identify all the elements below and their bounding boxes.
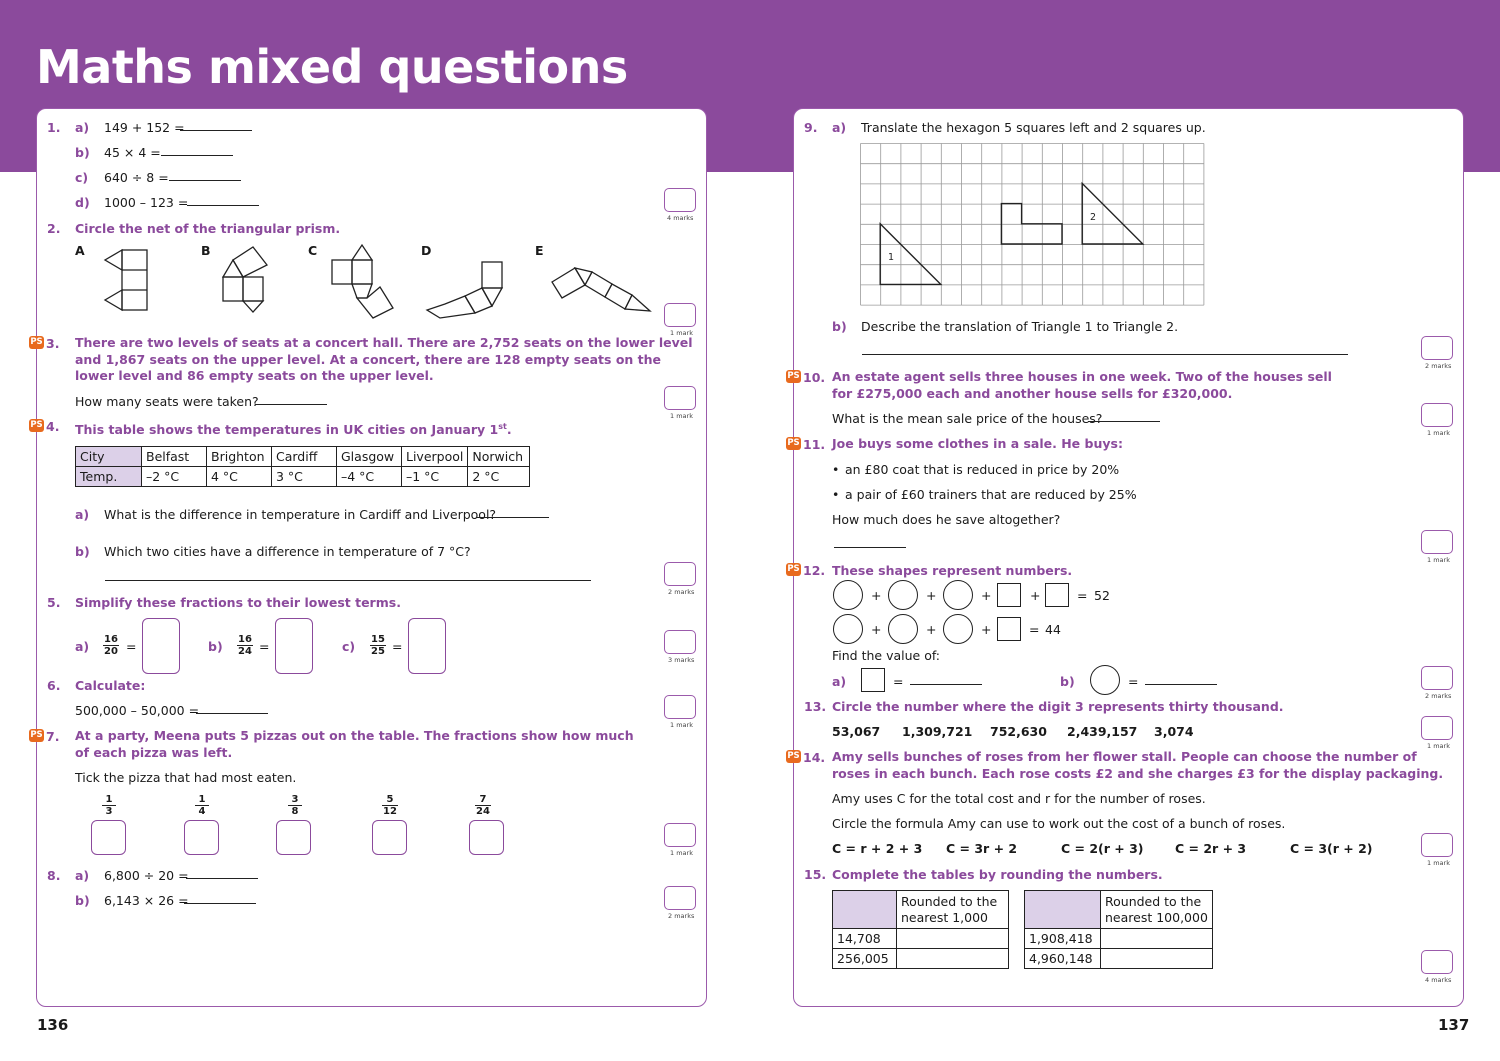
part-label: b)	[832, 319, 847, 334]
marks-box[interactable]	[1421, 833, 1453, 857]
answer-line[interactable]	[834, 547, 906, 548]
question-text: Simplify these fractions to their lowest terms.	[75, 595, 401, 610]
answer-line[interactable]	[180, 130, 252, 131]
question-text: There are two levels of seats at a concert hall. There are 2,752 seats on the lower level and 1,867 seats on the upper level. At a concert, there are 128 empty seats on the lower level and 86 empty seats on the upper level.	[75, 335, 693, 383]
question-number: 12.	[803, 563, 826, 578]
problem-solving-badge: PS	[30, 337, 43, 347]
question-number: 15.	[804, 867, 827, 882]
part-label: a)	[75, 868, 90, 883]
part-text: What is the difference in temperature in Cardiff and Liverpool?	[104, 507, 497, 522]
find-text: Find the value of:	[832, 648, 941, 663]
question-text: These shapes represent numbers.	[832, 563, 1073, 578]
page-title: Maths mixed questions	[36, 40, 628, 94]
plus-sign: +	[981, 588, 992, 603]
square-shape	[861, 668, 885, 692]
part-text: Translate the hexagon 5 squares left and 2 squares up.	[861, 120, 1206, 135]
question-ask: How much does he save altogether?	[832, 512, 1061, 527]
marks-label: 4 marks	[1425, 976, 1452, 984]
marks-box[interactable]	[664, 630, 696, 654]
tick-box[interactable]	[91, 820, 126, 855]
formula-option[interactable]: C = 2(r + 3)	[1061, 841, 1144, 856]
part-label: c)	[75, 170, 89, 185]
calculation: 500,000 – 50,000 =	[75, 703, 200, 718]
net-d[interactable]	[427, 262, 502, 318]
part-label: a)	[75, 639, 90, 654]
part-label: a)	[832, 120, 847, 135]
answer-cell[interactable]	[897, 949, 1009, 969]
circle-shape	[943, 580, 973, 610]
plus-sign: +	[871, 588, 882, 603]
question-text: An estate agent sells three houses in one week. Two of the houses sell for £275,000 each and another house sells for £320,000.	[832, 369, 1332, 401]
problem-solving-badge: PS	[787, 438, 800, 448]
part-label: d)	[75, 195, 90, 210]
part-label: b)	[75, 145, 90, 160]
equals-sign: =	[1077, 588, 1088, 603]
number-option[interactable]: 752,630	[990, 724, 1047, 739]
question-line: Amy uses C for the total cost and r for the number of roses.	[832, 791, 1206, 806]
fraction: $\frac{3}{8}$	[288, 794, 302, 817]
answer-line[interactable]	[169, 180, 241, 181]
answer-line[interactable]	[255, 404, 327, 405]
question-number: 7.	[46, 729, 60, 744]
marks-label: 1 mark	[670, 412, 693, 420]
question-number: 11.	[803, 437, 826, 452]
circle-shape	[1090, 665, 1120, 695]
question-number: 1.	[47, 120, 61, 135]
equals-sign: =	[893, 674, 904, 689]
problem-solving-badge: PS	[787, 751, 800, 761]
equals-sign: =	[392, 639, 403, 654]
formula-option[interactable]: C = r + 2 + 3	[832, 841, 923, 856]
question-number: 8.	[47, 868, 61, 883]
equals-sign: =	[259, 639, 270, 654]
table-row: Rounded to the nearest 100,000	[1025, 891, 1213, 929]
number-option[interactable]: 3,074	[1154, 724, 1194, 739]
circle-shape	[833, 614, 863, 644]
marks-box[interactable]	[664, 188, 696, 212]
triangle-1-label: 1	[888, 252, 895, 263]
problem-solving-badge: PS	[30, 730, 43, 740]
tick-box[interactable]	[469, 820, 504, 855]
marks-box[interactable]	[664, 823, 696, 847]
question-line: Circle the formula Amy can use to work out the cost of a bunch of roses.	[832, 816, 1286, 831]
option-label-a: A	[75, 243, 85, 258]
nets-diagram[interactable]	[95, 240, 665, 320]
row-total: 44	[1045, 622, 1061, 637]
part-text: 6,800 ÷ 20 =	[104, 868, 189, 883]
bullet-text: an £80 coat that is reduced in price by 20%	[845, 462, 1120, 477]
equals-sign: =	[1029, 622, 1040, 637]
part-text: 1000 – 123 =	[104, 195, 189, 210]
marks-box[interactable]	[664, 695, 696, 719]
table-row: 14,708	[833, 929, 1009, 949]
table-row: Rounded to the nearest 1,000	[833, 891, 1009, 929]
option-label-e: E	[535, 243, 544, 258]
part-text: 45 × 4 =	[104, 145, 161, 160]
formula-option[interactable]: C = 3(r + 2)	[1290, 841, 1373, 856]
answer-line[interactable]	[477, 517, 549, 518]
marks-label: 1 mark	[1427, 859, 1450, 867]
answer-box[interactable]	[408, 618, 446, 674]
question-number: 6.	[47, 678, 61, 693]
equals-sign: =	[126, 639, 137, 654]
problem-solving-badge: PS	[30, 420, 43, 430]
tick-box[interactable]	[372, 820, 407, 855]
temperature-table	[75, 446, 530, 487]
circle-shape	[833, 580, 863, 610]
question-text: Circle the net of the triangular prism.	[75, 221, 341, 236]
fraction: $\frac{1}{3}$	[102, 794, 116, 817]
fraction: $\frac{5}{12}$	[383, 794, 397, 817]
marks-box[interactable]	[664, 886, 696, 910]
net-c[interactable]	[332, 245, 393, 318]
question-number: 2.	[47, 221, 61, 236]
question-number: 9.	[804, 120, 818, 135]
answer-box[interactable]	[142, 618, 180, 674]
marks-label: 1 mark	[1427, 742, 1450, 750]
fraction: $\frac{16}{24}$	[238, 634, 252, 657]
table-row: 1,908,418	[1025, 929, 1213, 949]
part-label: b)	[75, 544, 90, 559]
marks-label: 4 marks	[667, 214, 694, 222]
marks-label: 2 marks	[668, 588, 695, 596]
net-e[interactable]	[552, 268, 650, 311]
question-text: Complete the tables by rounding the numbers.	[832, 867, 1163, 882]
marks-box[interactable]	[1421, 403, 1453, 427]
page-number-right: 137	[1438, 1016, 1470, 1034]
answer-line[interactable]	[1088, 421, 1160, 422]
marks-label: 1 mark	[670, 849, 693, 857]
question-ask: Tick the pizza that had most eaten.	[75, 770, 297, 785]
problem-solving-badge: PS	[787, 564, 800, 574]
plus-sign: +	[926, 588, 937, 603]
question-ask: What is the mean sale price of the houses?	[832, 411, 1103, 426]
row-total: 52	[1094, 588, 1110, 603]
part-text: 6,143 × 26 =	[104, 893, 189, 908]
bullet: •	[832, 487, 840, 502]
plus-sign: +	[926, 622, 937, 637]
fraction: $\frac{15}{25}$	[371, 634, 385, 657]
page-number-left: 136	[37, 1016, 69, 1034]
answer-cell[interactable]	[897, 929, 1009, 949]
part-label: b)	[208, 639, 223, 654]
question-number: 14.	[803, 750, 826, 765]
marks-label: 2 marks	[1425, 692, 1452, 700]
table-row: 256,005	[833, 949, 1009, 969]
circle-shape	[888, 580, 918, 610]
option-label-d: D	[421, 243, 432, 258]
part-label: a)	[832, 674, 847, 689]
bullet-text: a pair of £60 trainers that are reduced by 25%	[845, 487, 1137, 502]
marks-box[interactable]	[1421, 666, 1453, 690]
table-row: City Belfast Brighton Cardiff Glasgow Liverpool Norwich	[76, 447, 530, 467]
question-number: 3.	[46, 336, 60, 351]
marks-label: 1 mark	[670, 329, 693, 337]
marks-label: 2 marks	[668, 912, 695, 920]
question-ask: How many seats were taken?	[75, 394, 259, 409]
circle-shape	[943, 614, 973, 644]
net-b[interactable]	[223, 247, 267, 312]
rounding-table-100000	[1024, 890, 1213, 969]
option-label-c: C	[308, 243, 318, 258]
question-number: 10.	[803, 370, 826, 385]
triangle-2-label: 2	[1090, 212, 1097, 223]
question-number: 13.	[804, 699, 827, 714]
part-label: c)	[342, 639, 356, 654]
bullet: •	[832, 462, 840, 477]
marks-box[interactable]	[664, 303, 696, 327]
answer-line[interactable]	[186, 878, 258, 879]
fraction: $\frac{16}{20}$	[104, 634, 118, 657]
answer-line[interactable]	[187, 205, 259, 206]
answer-line[interactable]	[910, 684, 982, 685]
marks-label: 1 mark	[1427, 556, 1450, 564]
part-text: 149 + 152 =	[104, 120, 185, 135]
circle-shape	[888, 614, 918, 644]
marks-label: 1 mark	[670, 721, 693, 729]
marks-box[interactable]	[664, 386, 696, 410]
net-a[interactable]	[105, 250, 147, 310]
answer-line[interactable]	[184, 903, 256, 904]
marks-box[interactable]	[1421, 716, 1453, 740]
marks-box[interactable]	[1421, 336, 1453, 360]
marks-label: 1 mark	[1427, 429, 1450, 437]
question-number: 4.	[46, 419, 60, 434]
part-label: a)	[75, 507, 90, 522]
question-text: Calculate:	[75, 678, 146, 693]
marks-box[interactable]	[1421, 950, 1453, 974]
square-shape	[997, 617, 1021, 641]
fraction: $\frac{1}{4}$	[195, 794, 209, 817]
answer-line[interactable]	[1145, 684, 1217, 685]
answer-line[interactable]	[105, 580, 591, 581]
answer-cell[interactable]	[1101, 949, 1213, 969]
fraction: $\frac{7}{24}$	[476, 794, 490, 817]
translation-grid[interactable]	[860, 143, 1205, 306]
plus-sign: +	[871, 622, 882, 637]
equals-sign: =	[1128, 674, 1139, 689]
tick-box[interactable]	[276, 820, 311, 855]
part-label: b)	[75, 893, 90, 908]
number-option[interactable]: 53,067	[832, 724, 881, 739]
part-text: 640 ÷ 8 =	[104, 170, 169, 185]
plus-sign: +	[981, 622, 992, 637]
question-text: Circle the number where the digit 3 represents thirty thousand.	[832, 699, 1284, 714]
question-text: Amy sells bunches of roses from her flower stall. People can choose the number of roses in each bunch. Each rose costs £2 and she charges £3 for the display packaging.	[832, 749, 1444, 781]
question-text: At a party, Meena puts 5 pizzas out on the table. The fractions show how much of each pizza was left.	[75, 728, 634, 760]
problem-solving-badge: PS	[787, 371, 800, 381]
rounding-table-1000	[832, 890, 1009, 969]
table-row: Temp. –2 °C 4 °C 3 °C –4 °C –1 °C 2 °C	[76, 467, 530, 487]
formula-option[interactable]: C = 3r + 2	[946, 841, 1018, 856]
l-hexagon[interactable]	[1001, 204, 1062, 244]
part-label: b)	[1060, 674, 1075, 689]
part-text: Describe the translation of Triangle 1 to Triangle 2.	[861, 319, 1179, 334]
answer-box[interactable]	[275, 618, 313, 674]
question-text: This table shows the temperatures in UK cities on January 1st.	[75, 422, 512, 438]
square-shape	[1045, 583, 1069, 607]
marks-box[interactable]	[664, 562, 696, 586]
table-row: 4,960,148	[1025, 949, 1213, 969]
tick-box[interactable]	[184, 820, 219, 855]
question-text: Joe buys some clothes in a sale. He buys:	[832, 436, 1123, 451]
answer-line[interactable]	[161, 155, 233, 156]
part-label: a)	[75, 120, 90, 135]
number-option[interactable]: 2,439,157	[1067, 724, 1138, 739]
marks-label: 2 marks	[1425, 362, 1452, 370]
plus-sign: +	[1030, 588, 1041, 603]
answer-line[interactable]	[196, 713, 268, 714]
answer-line[interactable]	[862, 354, 1348, 355]
square-shape	[997, 583, 1021, 607]
marks-label: 3 marks	[668, 656, 695, 664]
answer-cell[interactable]	[1101, 929, 1213, 949]
part-text: Which two cities have a difference in temperature of 7 °C?	[104, 544, 471, 559]
number-option[interactable]: 1,309,721	[902, 724, 973, 739]
option-label-b: B	[201, 243, 211, 258]
question-number: 5.	[47, 595, 61, 610]
marks-box[interactable]	[1421, 530, 1453, 554]
formula-option[interactable]: C = 2r + 3	[1175, 841, 1247, 856]
